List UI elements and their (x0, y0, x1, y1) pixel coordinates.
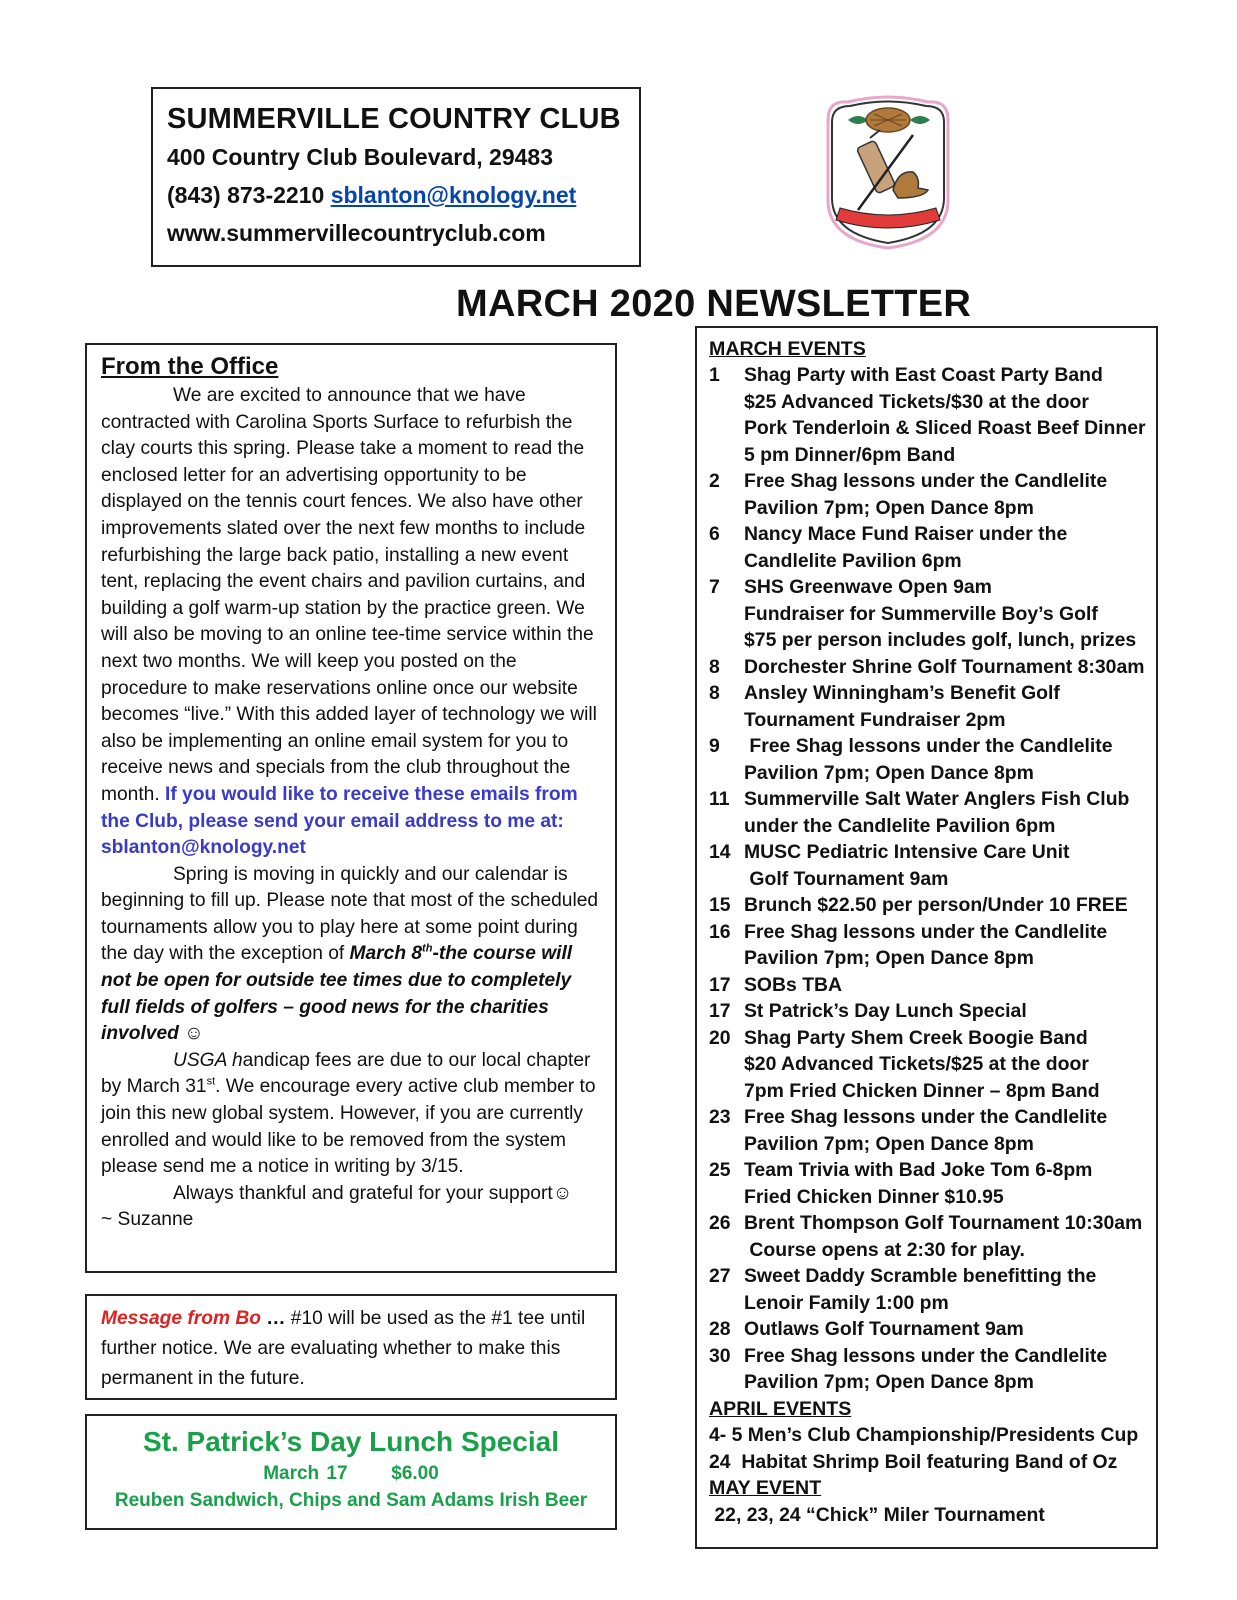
event-description-line: $25 Advanced Tickets/$30 at the door (744, 390, 1089, 413)
event-item (709, 654, 1144, 681)
may-event-item: 22, 23, 24 “Chick” Miler Tournament (709, 1503, 1045, 1526)
event-day: 15 (709, 894, 731, 917)
office-p3-text-end: . We encourage every active club member to join this new global system. However, if you are currently enrolled and would like to be removed from the system please send me a notice in writing by 3/15. (101, 1076, 596, 1178)
office-heading: From the Office (101, 353, 279, 380)
club-phone: (843) 873-2210 (167, 182, 325, 208)
office-signature: ~ Suzanne (101, 1209, 194, 1231)
event-day: 1 (709, 364, 720, 387)
newsletter-title: MARCH 2020 NEWSLETTER (456, 283, 972, 325)
event-description-line: SOBs TBA (744, 973, 843, 996)
events-section (695, 326, 1158, 1549)
office-paragraph-4: Always thankful and grateful for your support☺ (173, 1182, 573, 1204)
event-description-line: Shag Party with East Coast Party Band (744, 364, 1103, 387)
event-item (709, 1343, 1144, 1396)
event-description-line: $75 per person includes golf, lunch, prizes (744, 629, 1137, 652)
office-paragraph-2 (101, 862, 601, 1048)
event-description-line: SHS Greenwave Open 9am (744, 576, 992, 599)
event-description-line: Pork Tenderloin & Sliced Roast Beef Dinner (744, 417, 1146, 440)
event-item (709, 786, 1144, 839)
st-patricks-date: March 17 (263, 1463, 348, 1484)
event-day: 9 (709, 735, 720, 758)
event-item (709, 998, 1144, 1025)
event-item (709, 680, 1144, 733)
st-patricks-price: $6.00 (391, 1463, 439, 1484)
march-events-heading: MARCH EVENTS (709, 338, 866, 360)
event-description-line: Free Shag lessons under the Candlelite (744, 470, 1108, 493)
event-description-line: Candlelite Pavilion 6pm (744, 549, 962, 572)
office-p1-text: We are excited to announce that we have contracted with Carolina Sports Surface to refurbish the clay courts this spring. Please take a moment to read the enclosed letter for an advertising opportunity to be displayed on the tennis court fences. We also have other improvements slated over the next few months to include refurbishing the large back patio, installing a new event tent, replacing the event chairs and pavilion curtains, and building a golf warm-up station by the practice green. We will also be moving to an online tee-time service within the next two months. We will keep you posted on the procedure to make reservations online once our website becomes “live.” With this added layer of technology we will also be implementing an online email system for you to receive news and specials from the club throughout the month. (101, 385, 597, 805)
event-day: 30 (709, 1344, 731, 1367)
event-day: 14 (709, 841, 731, 864)
event-description-line: Free Shag lessons under the Candlelite (744, 1344, 1108, 1367)
event-item (709, 839, 1144, 892)
event-description-line: Pavilion 7pm; Open Dance 8pm (744, 496, 1034, 519)
event-day: 17 (709, 973, 731, 996)
event-day: 8 (709, 682, 720, 705)
march-events-list (709, 362, 1144, 1396)
event-item (709, 468, 1144, 521)
event-description-line: MUSC Pediatric Intensive Care Unit (744, 841, 1070, 864)
event-item (709, 919, 1144, 972)
april-events-list (709, 1422, 1144, 1475)
event-day: 7 (709, 576, 720, 599)
office-paragraph-1 (101, 383, 601, 862)
event-day: 16 (709, 920, 731, 943)
contact-line (167, 182, 625, 209)
event-description-line: Golf Tournament 9am (744, 867, 949, 890)
event-item (709, 521, 1144, 574)
event-description-line: under the Candlelite Pavilion 6pm (744, 814, 1056, 837)
event-description-line: Tournament Fundraiser 2pm (744, 708, 1006, 731)
event-day: 11 (709, 788, 730, 811)
bo-ellipsis: … (260, 1308, 286, 1329)
event-description-line: Free Shag lessons under the Candlelite (744, 920, 1108, 943)
event-day: 2 (709, 470, 720, 493)
event-description-line: St Patrick’s Day Lunch Special (744, 1000, 1027, 1023)
club-crest-logo (818, 90, 958, 250)
event-description-line: Ansley Winningham’s Benefit Golf (744, 682, 1060, 705)
event-description-line: Pavilion 7pm; Open Dance 8pm (744, 761, 1034, 784)
bo-label: Message from Bo (101, 1308, 261, 1329)
office-paragraph-3 (101, 1048, 601, 1181)
event-description-line: Nancy Mace Fund Raiser under the (744, 523, 1068, 546)
st-patricks-title: St. Patrick’s Day Lunch Special (142, 1426, 559, 1457)
club-address: 400 Country Club Boulevard, 29483 (167, 144, 554, 170)
st-patricks-special-section (85, 1414, 617, 1530)
event-description-line: Pavilion 7pm; Open Dance 8pm (744, 1132, 1034, 1155)
event-day: 25 (709, 1159, 731, 1182)
office-p2-emphasis-a: March 8 (349, 943, 423, 965)
event-description-line: Pavilion 7pm; Open Dance 8pm (744, 1371, 1034, 1394)
club-name: SUMMERVILLE COUNTRY CLUB (167, 103, 621, 135)
message-from-bo-section (85, 1294, 617, 1400)
event-description-line: Fundraiser for Summerville Boy’s Golf (744, 602, 1098, 625)
april-events-heading: APRIL EVENTS (709, 1397, 852, 1420)
club-info-box (151, 87, 641, 267)
event-description-line: Outlaws Golf Tournament 9am (744, 1318, 1024, 1341)
event-item (709, 1263, 1144, 1316)
event-description-line: Team Trivia with Bad Joke Tom 6-8pm (744, 1159, 1093, 1182)
event-description-line: Lenoir Family 1:00 pm (744, 1291, 949, 1314)
event-day: 23 (709, 1106, 731, 1129)
event-description-line: Pavilion 7pm; Open Dance 8pm (744, 947, 1034, 970)
event-description-line: $20 Advanced Tickets/$25 at the door (744, 1053, 1089, 1076)
event-item (709, 1104, 1144, 1157)
event-description-line: Sweet Daddy Scramble benefitting the (744, 1265, 1097, 1288)
office-p2-emphasis-b: -the course will not be open for outside tee times due to completely full fields of golfers – good news for the charities involved ☺ (101, 943, 573, 1045)
office-p3-sup: st (206, 1076, 216, 1089)
event-item (709, 362, 1144, 468)
event-item (709, 1157, 1144, 1210)
bo-message (101, 1304, 601, 1394)
event-description-line: Dorchester Shrine Golf Tournament 8:30am (744, 655, 1145, 678)
event-description-line: Free Shag lessons under the Candlelite (744, 1106, 1108, 1129)
st-patricks-menu: Reuben Sandwich, Chips and Sam Adams Irish Beer (114, 1490, 588, 1511)
may-events-list (709, 1502, 1144, 1529)
april-event-item: 4- 5 Men’s Club Championship/Presidents Cup (709, 1424, 1139, 1447)
event-item (709, 1025, 1144, 1105)
office-email-request: If you would like to receive these emails from the Club, please send your email address to me at: sblanton@knology.net (101, 783, 578, 859)
office-p3-italic: USGA h (173, 1049, 243, 1071)
crest-icon (818, 90, 958, 250)
event-day: 8 (709, 655, 720, 678)
event-description-line: Summerville Salt Water Anglers Fish Club (744, 788, 1130, 811)
office-p2-sup: th (422, 943, 433, 956)
event-item (709, 892, 1144, 919)
bo-message-text: #10 will be used as the #1 tee until further notice. We are evaluating whether to make this permanent in the future. (101, 1308, 586, 1389)
event-description-line: 7pm Fried Chicken Dinner – 8pm Band (744, 1079, 1100, 1102)
event-description-line: Free Shag lessons under the Candlelite (744, 735, 1113, 758)
event-day: 17 (709, 1000, 731, 1023)
club-email-link[interactable]: sblanton@knology.net (330, 182, 577, 208)
event-item (709, 733, 1144, 786)
event-item (709, 1210, 1144, 1263)
club-website: www.summervillecountryclub.com (167, 220, 546, 246)
event-day: 20 (709, 1026, 731, 1049)
office-p3-text: andicap fees are due to our local chapter by March 31 (101, 1049, 591, 1098)
event-day: 27 (709, 1265, 731, 1288)
event-item (709, 574, 1144, 654)
event-description-line: Brent Thompson Golf Tournament 10:30am (744, 1212, 1143, 1235)
event-description-line: Shag Party Shem Creek Boogie Band (744, 1026, 1088, 1049)
april-event-item: 24 Habitat Shrimp Boil featuring Band of Oz (709, 1450, 1118, 1473)
event-day: 26 (709, 1212, 731, 1235)
event-item (709, 1316, 1144, 1343)
office-p2-text: Spring is moving in quickly and our calendar is beginning to fill up. Please note that most of the scheduled tournaments allow you to play here at some point during the day with the exception of (101, 863, 599, 965)
from-the-office-section (85, 343, 617, 1273)
event-description-line: 5 pm Dinner/6pm Band (744, 443, 956, 466)
may-events-heading: MAY EVENT (709, 1477, 822, 1500)
event-item (709, 972, 1144, 999)
event-description-line: Brunch $22.50 per person/Under 10 FREE (744, 894, 1128, 917)
st-patricks-date-price (87, 1463, 615, 1485)
event-day: 6 (709, 523, 720, 546)
event-description-line: Fried Chicken Dinner $10.95 (744, 1185, 1004, 1208)
event-day: 28 (709, 1318, 731, 1341)
event-description-line: Course opens at 2:30 for play. (744, 1238, 1025, 1261)
